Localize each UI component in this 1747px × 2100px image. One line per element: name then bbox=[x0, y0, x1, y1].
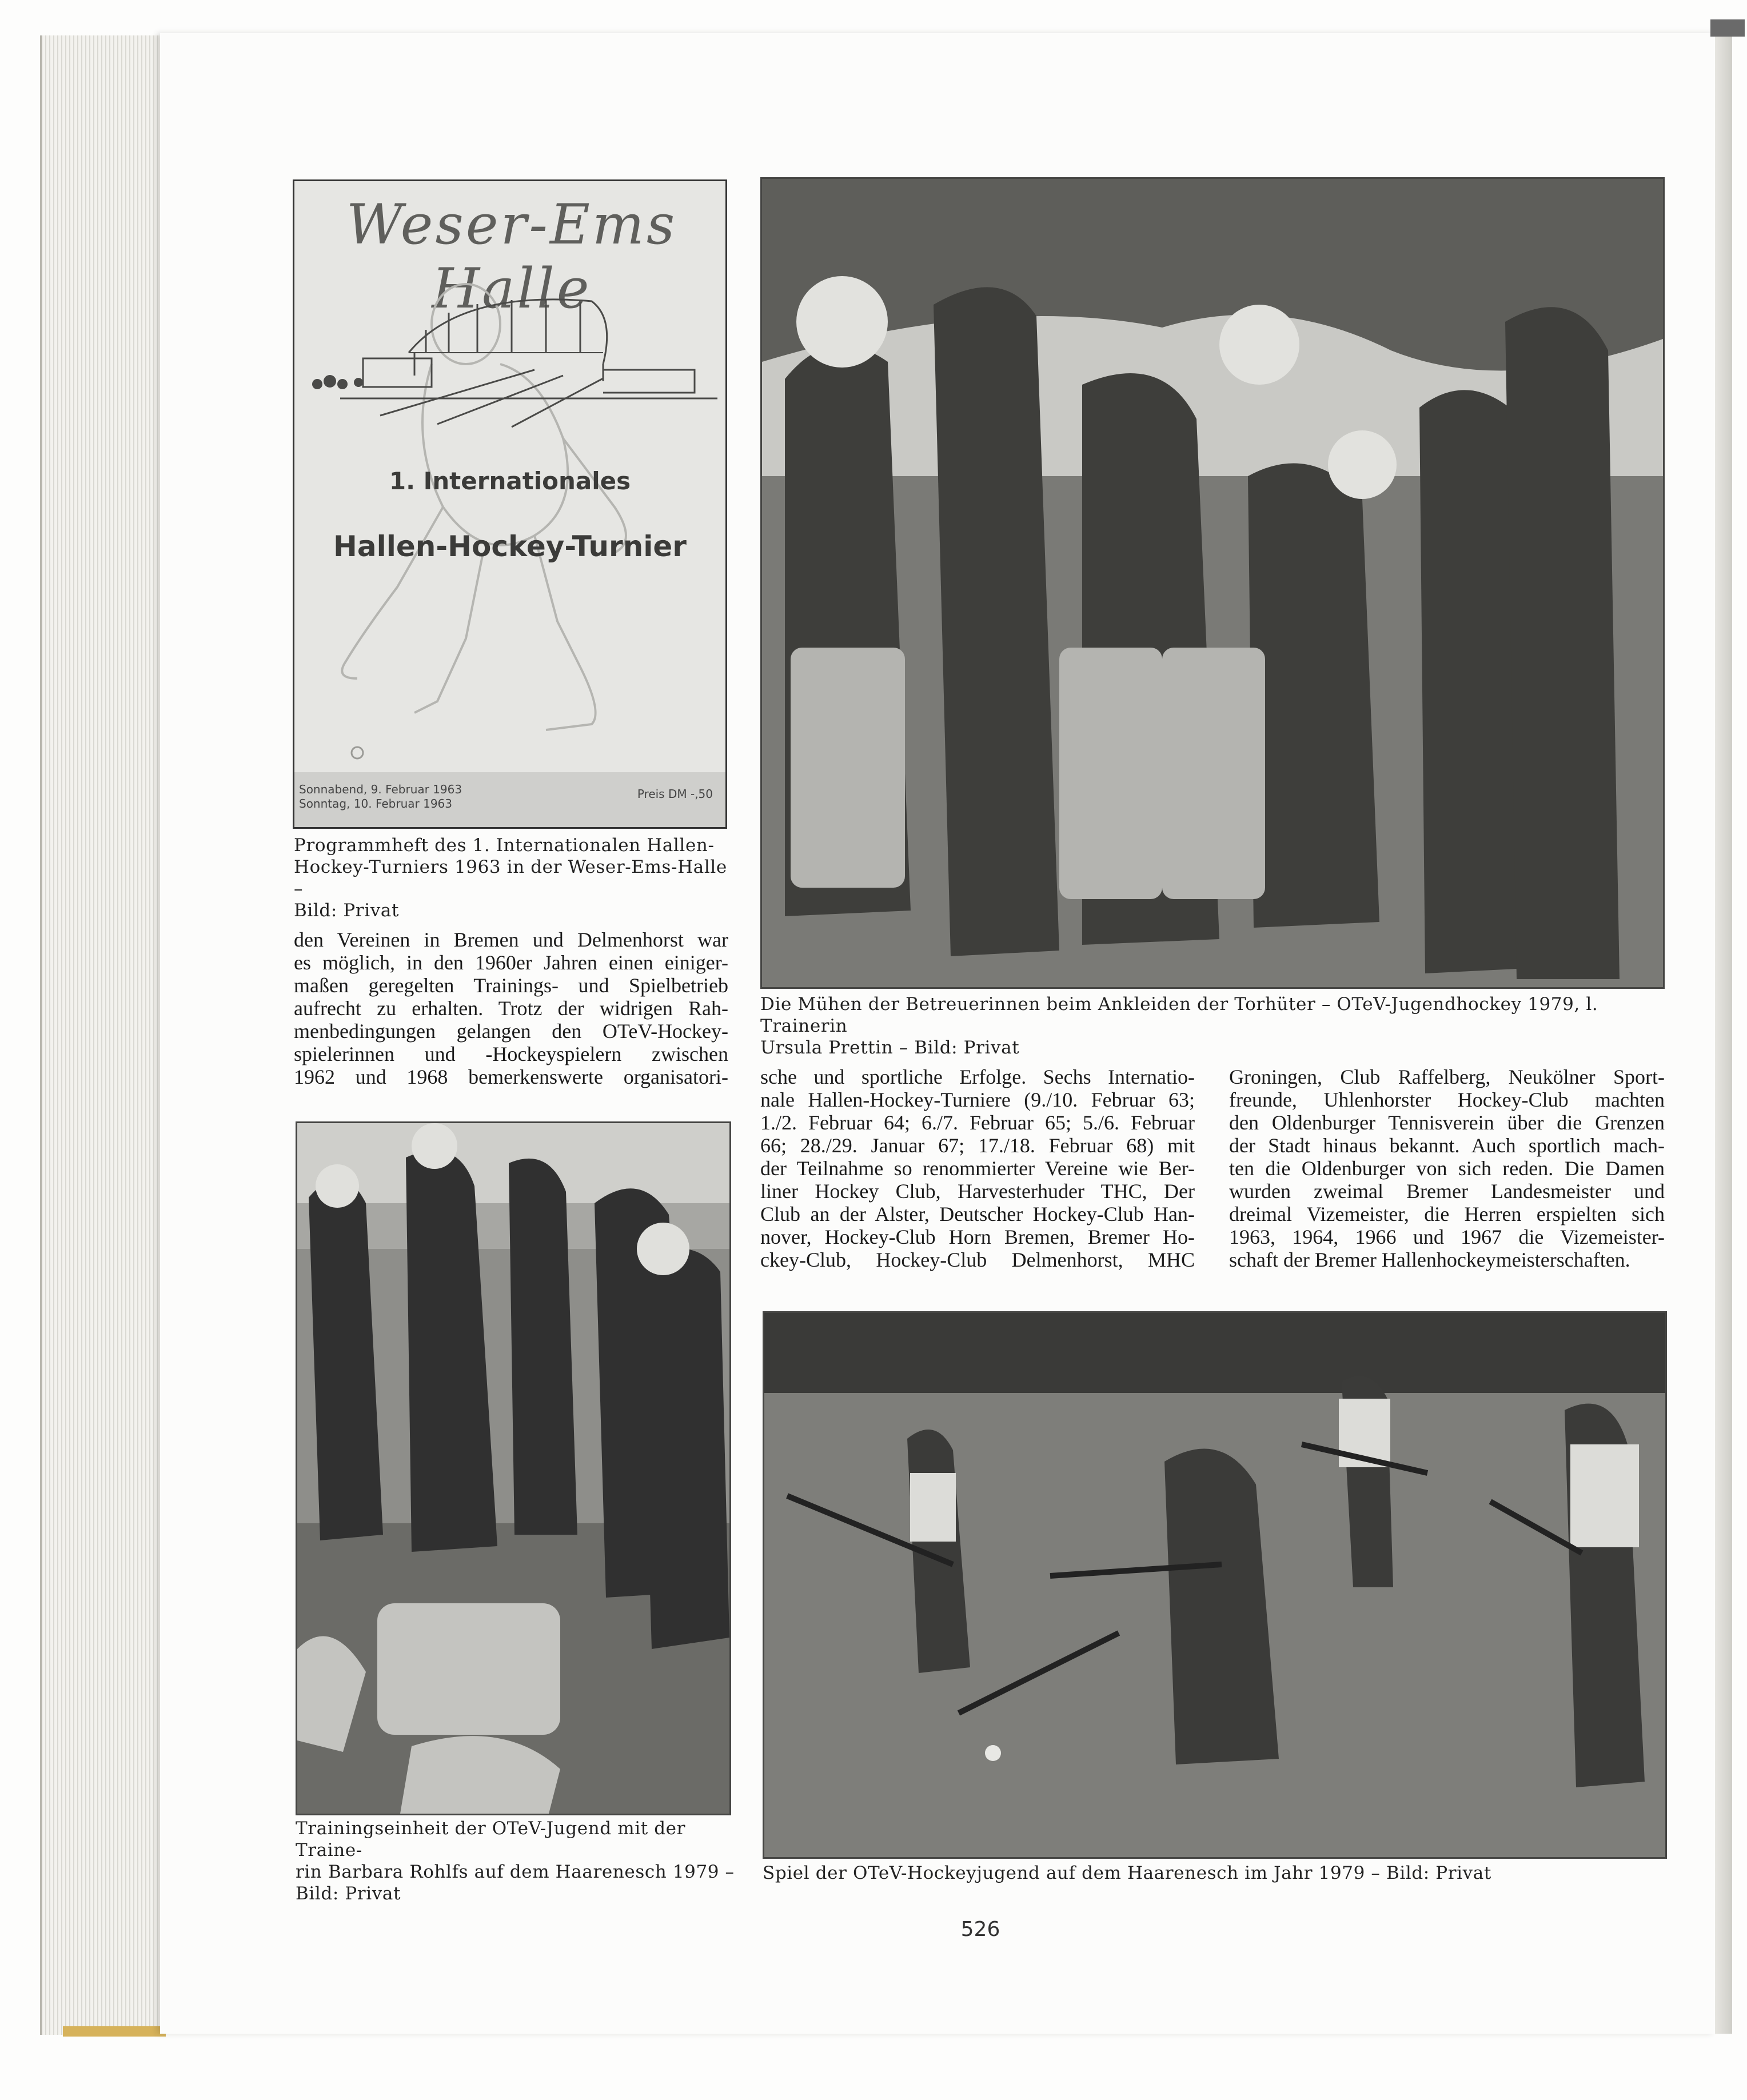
caption-line: rin Barbara Rohlfs auf dem Haarenesch 1979 – bbox=[296, 1862, 735, 1882]
photo-goalkeepers-dressing bbox=[760, 177, 1665, 989]
caption-line: Die Mühen der Betreuerinnen beim Ankleiden der Torhüter – OTeV-Jugendhockey 1979, l. Trainerin bbox=[760, 994, 1598, 1036]
text-line: den Vereinen in Bremen und Delmenhorst war bbox=[294, 928, 728, 951]
photo-goalkeepers-scene bbox=[762, 179, 1663, 987]
program-date-sunday: Sonntag, 10. Februar 1963 bbox=[299, 797, 452, 811]
program-subtitle-2: Hallen-Hockey-Turnier bbox=[333, 530, 687, 563]
caption-hockey-game bbox=[763, 1862, 1677, 1884]
text-line: den Oldenburger Tennisverein über die Grenzen bbox=[1229, 1111, 1665, 1134]
text-line: liner Hockey Club, Harvesterhuder THC, Der bbox=[760, 1180, 1195, 1203]
caption-line: Spiel der OTeV-Hockeyjugend auf dem Haarenesch im Jahr 1979 – Bild: Privat bbox=[763, 1863, 1491, 1883]
caption-line: Hockey-Turniers 1963 in der Weser-Ems-Halle – bbox=[294, 857, 727, 899]
text-line: spielerinnen und -Hockeyspielern zwischen bbox=[294, 1043, 728, 1065]
text-column-right bbox=[1229, 1065, 1665, 1271]
photo-hockey-game bbox=[763, 1311, 1667, 1859]
caption-program bbox=[294, 835, 728, 921]
text-line: ten die Oldenburger von sich reden. Die Damen bbox=[1229, 1157, 1665, 1180]
text-line: 1963, 1964, 1966 und 1967 die Vizemeister- bbox=[1229, 1225, 1665, 1248]
text-line: es möglich, in den 1960er Jahren einen einiger- bbox=[294, 951, 728, 974]
book-edge-band bbox=[63, 2026, 166, 2037]
caption-line: Trainingseinheit der OTeV-Jugend mit der Traine- bbox=[296, 1818, 686, 1861]
photo-training-session bbox=[296, 1121, 731, 1815]
program-date-saturday: Sonnabend, 9. Februar 1963 bbox=[299, 782, 462, 796]
text-line: freunde, Uhlenhorster Hockey-Club machten bbox=[1229, 1088, 1665, 1111]
text-line: Club an der Alster, Deutscher Hockey-Club Han- bbox=[760, 1203, 1195, 1225]
program-illustration bbox=[294, 267, 725, 770]
text-line: schaft der Bremer Hallenhockeymeisterschaften. bbox=[1229, 1248, 1630, 1271]
text-line: sche und sportliche Erfolge. Sechs Internatio- bbox=[760, 1065, 1195, 1088]
text-column-middle bbox=[760, 1065, 1195, 1271]
caption-training bbox=[296, 1818, 736, 1905]
photo-hockey-game-scene bbox=[764, 1313, 1665, 1857]
text-line: menbedingungen gelangen den OTeV-Hockey- bbox=[294, 1020, 728, 1043]
text-line: der Stadt hinaus bekannt. Auch sportlich mach- bbox=[1229, 1134, 1665, 1157]
text-line: 1962 und 1968 bemerkenswerte organisatori- bbox=[294, 1065, 728, 1088]
book-gutter bbox=[1715, 33, 1732, 2034]
text-line: Groningen, Club Raffelberg, Neukölner Sport- bbox=[1229, 1065, 1665, 1088]
photo-training-scene bbox=[297, 1123, 729, 1814]
caption-line: Programmheft des 1. Internationalen Hallen- bbox=[294, 835, 715, 856]
text-line: maßen geregelten Trainings- und Spielbetrieb bbox=[294, 974, 728, 997]
text-line: 1./2. Februar 64; 6./7. Februar 65; 5./6. Februar bbox=[760, 1111, 1195, 1134]
text-line: dreimal Vizemeister, die Herren erspielten sich bbox=[1229, 1203, 1665, 1225]
program-price: Preis DM -,50 bbox=[637, 787, 713, 801]
caption-line: Ursula Prettin – Bild: Privat bbox=[760, 1037, 1020, 1058]
program-dates bbox=[299, 782, 462, 811]
program-script-title: Weser-Ems Halle bbox=[346, 193, 677, 321]
page-number: 526 bbox=[960, 1918, 1000, 1941]
text-line: ckey-Club, Hockey-Club Delmenhorst, MHC bbox=[760, 1248, 1195, 1271]
caption-goalkeepers bbox=[760, 993, 1675, 1059]
scan-corner-mark bbox=[1710, 19, 1745, 37]
text-line: wurden zweimal Bremer Landesmeister und bbox=[1229, 1180, 1665, 1203]
text-line: der Teilnahme so renommierter Vereine wie Ber- bbox=[760, 1157, 1195, 1180]
program-booklet-image bbox=[293, 179, 727, 829]
text-line: aufrecht zu erhalten. Trotz der widrigen Rah- bbox=[294, 997, 728, 1020]
text-column-left bbox=[294, 928, 728, 1088]
text-line: nover, Hockey-Club Horn Bremen, Bremer Ho- bbox=[760, 1225, 1195, 1248]
text-line: 66; 28./29. Januar 67; 17./18. Februar 68) mit bbox=[760, 1134, 1195, 1157]
text-line: nale Hallen-Hockey-Turniere (9./10. Februar 63; bbox=[760, 1088, 1195, 1111]
book-page-stack bbox=[40, 35, 165, 2035]
caption-line: Bild: Privat bbox=[296, 1883, 401, 1904]
caption-line: Bild: Privat bbox=[294, 900, 399, 921]
program-subtitle-1: 1. Internationales bbox=[389, 467, 631, 495]
